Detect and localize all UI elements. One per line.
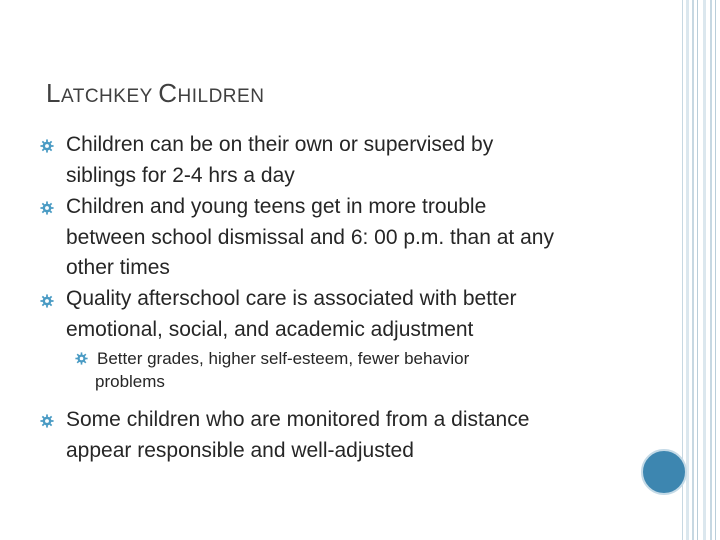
bullet-text — [97, 347, 469, 393]
bullet-line: problems — [95, 372, 165, 391]
gear-bullet-icon — [40, 201, 54, 215]
bullet-text — [66, 130, 493, 191]
gear-bullet-icon — [40, 414, 54, 428]
decorative-stripe — [710, 0, 712, 540]
bullet-line: Quality afterschool care is associated with better — [66, 287, 517, 310]
decorative-stripe — [692, 0, 694, 540]
title-smallcaps: ATCHKEY — [60, 86, 159, 107]
gear-bullet-icon — [40, 139, 54, 153]
bullet-line: other times — [66, 256, 170, 279]
bullet-line: between school dismissal and 6: 00 p.m. than at any — [66, 225, 554, 249]
title-smallcaps: HILDREN — [177, 86, 265, 107]
decorative-stripe — [703, 0, 706, 540]
bullet-line: appear responsible and well-adjusted — [66, 438, 414, 462]
bullet-text — [66, 284, 517, 345]
decorative-stripe — [715, 0, 716, 540]
gear-bullet-icon — [40, 294, 54, 308]
bullet-text — [66, 405, 529, 466]
decorative-circle — [641, 449, 687, 495]
decorative-stripe — [697, 0, 698, 540]
decorative-stripe — [686, 0, 689, 540]
bullet-line: Children can be on their own or supervised by — [66, 133, 494, 156]
bullet-line: siblings for 2-4 hrs a day — [66, 163, 295, 187]
gear-bullet-icon — [75, 352, 89, 366]
title-initial: C — [158, 78, 178, 108]
bullet-line: Children and young teens get in more trouble — [66, 195, 487, 218]
bullet-line: emotional, social, and academic adjustment — [66, 317, 474, 341]
bullet-line: Better grades, higher self-esteem, fewer behavior — [97, 349, 470, 368]
slide-title — [46, 78, 264, 109]
title-initial: L — [46, 78, 61, 108]
bullet-line: Some children who are monitored from a distance — [66, 408, 530, 431]
bullet-text — [66, 192, 554, 284]
